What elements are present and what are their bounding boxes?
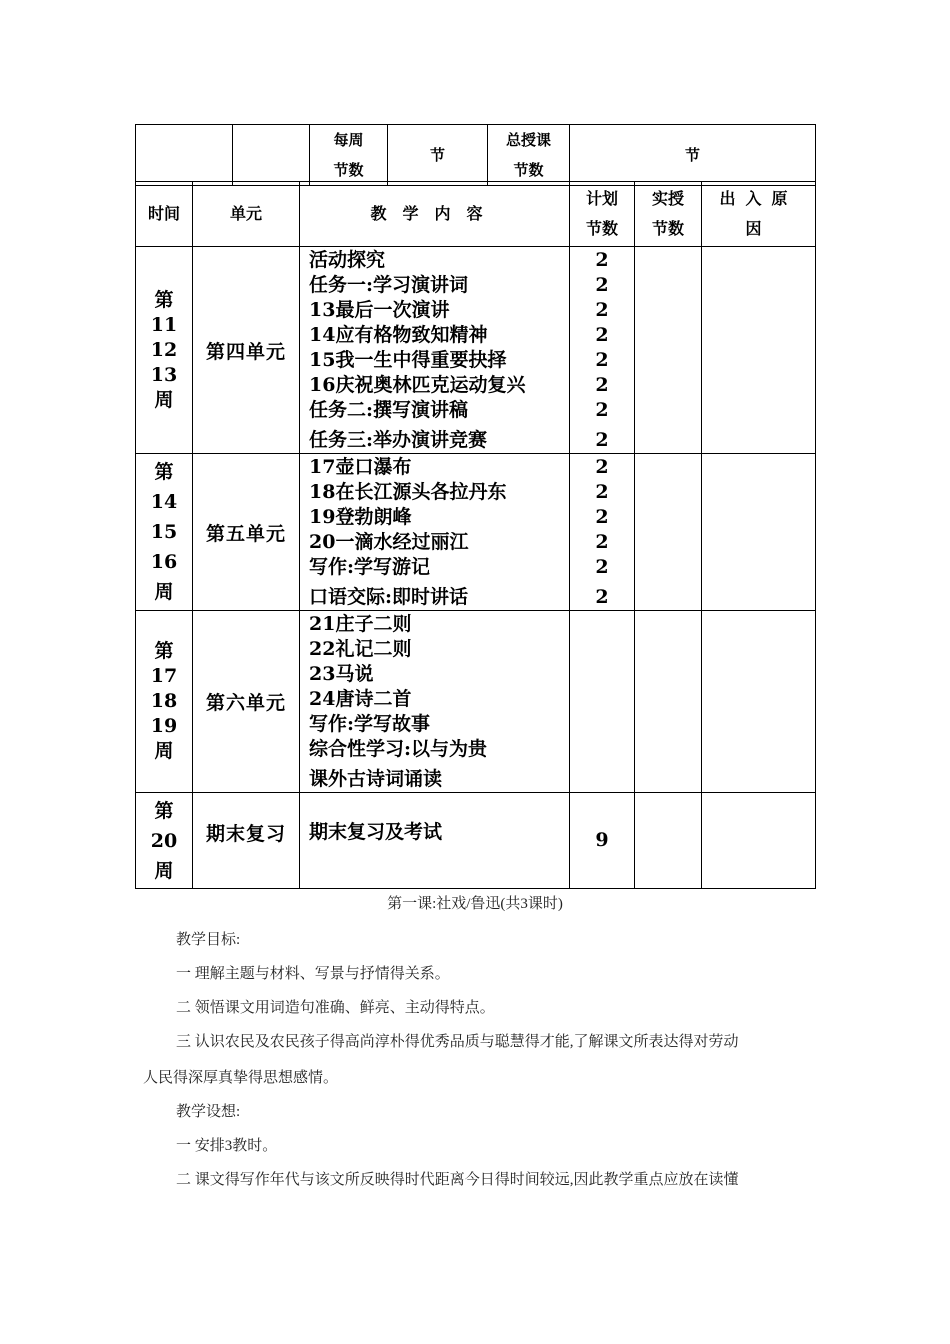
unit-cell: 第五单元 [193,454,300,611]
table-row [136,247,816,454]
header-plan: 计划 节数 [570,182,635,247]
list-item: 17壶口瀑布 [309,456,412,478]
list-item: 任务一:学习演讲词 [309,274,469,296]
lesson-caption: 第一课:社戏/鲁迅(共3课时) [387,896,563,912]
list-item: 15我一生中得重要抉择 [309,349,507,371]
reason-cell [702,454,816,611]
unit-cell: 第六单元 [193,611,300,793]
header-row [136,182,816,247]
list-item: 24唐诗二首 [309,688,412,710]
weekly-hours-unit: 节 [388,125,488,186]
list-item: 19登勃朗峰 [309,506,412,528]
list-item: 14应有格物致知精神 [309,324,488,346]
list-item: 期末复习及考试 [309,821,443,843]
plan-cell: 2 2 2 2 2 2 2 2 [570,247,635,454]
list-item: 写作:学写故事 [309,713,431,735]
content-cell [300,454,570,611]
actual-cell [635,454,702,611]
summary-table [135,124,816,186]
actual-cell [635,611,702,793]
week-cell: 第 11 12 13 周 [136,247,193,454]
header-actual: 实授 节数 [635,182,702,247]
table-row [136,611,816,793]
total-hours-unit: 节 [570,125,816,186]
table-row [136,454,816,611]
unit-cell: 第四单元 [193,247,300,454]
list-item: 13最后一次演讲 [309,299,450,321]
unit-cell: 期末复习 [193,793,300,889]
week-cell: 第 20 周 [136,793,193,889]
list-item: 18在长江源头各拉丹东 [309,481,507,503]
list-item: 21庄子二则 [309,613,412,635]
list-item: 20一滴水经过丽江 [309,531,469,553]
list-item: 任务三:举办演讲竞赛 [309,429,488,451]
content-cell [300,611,570,793]
schedule-table [135,181,816,889]
header-content: 教学内容 [300,182,570,247]
table-row [136,793,816,889]
header-unit: 单元 [193,182,300,247]
content-cell [300,793,570,889]
ideas-title: 教学设想: [176,1104,241,1120]
goals-title: 教学目标: [176,932,241,948]
list-item: 口语交际:即时讲话 [309,586,469,608]
weekly-hours-label: 每周 节数 [310,125,388,186]
list-item: 22礼记二则 [309,638,412,660]
plan-cell [570,611,635,793]
list-item: 任务二:撰写演讲稿 [309,399,469,421]
reason-cell [702,611,816,793]
list-item: 23马说 [309,663,374,685]
goal-3: 三 认识农民及农民孩子得高尚淳朴得优秀品质与聪慧得才能,了解课文所表达得对劳动 [176,1034,739,1050]
actual-cell [635,247,702,454]
goal-1: 一 理解主题与材料、写景与抒情得关系。 [176,966,450,982]
plan-cell: 9 [570,793,635,889]
actual-cell [635,793,702,889]
list-item: 综合性学习:以与为贵 [309,738,488,760]
idea-2: 二 课文得写作年代与该文所反映得时代距离今日得时间较远,因此教学重点应放在读懂 [176,1172,739,1188]
idea-1: 一 安排3教时。 [176,1138,278,1154]
list-item: 写作:学写游记 [309,556,431,578]
summary-empty-2 [233,125,310,186]
list-item: 16庆祝奥林匹克运动复兴 [309,374,526,396]
total-hours-label: 总授课 节数 [488,125,570,186]
week-cell: 第 14 15 16 周 [136,454,193,611]
reason-cell [702,793,816,889]
plan-cell: 2 2 2 2 2 2 [570,454,635,611]
goal-2: 二 领悟课文用词造句准确、鲜亮、主动得特点。 [176,1000,495,1016]
summary-empty-1 [136,125,233,186]
header-time: 时间 [136,182,193,247]
list-item: 活动探究 [309,249,386,271]
header-reason: 出入原 因 [702,182,816,247]
reason-cell [702,247,816,454]
content-cell [300,247,570,454]
goal-3-cont: 人民得深厚真挚得思想感情。 [143,1070,339,1086]
list-item: 课外古诗词诵读 [309,768,443,790]
week-cell: 第 17 18 19 周 [136,611,193,793]
